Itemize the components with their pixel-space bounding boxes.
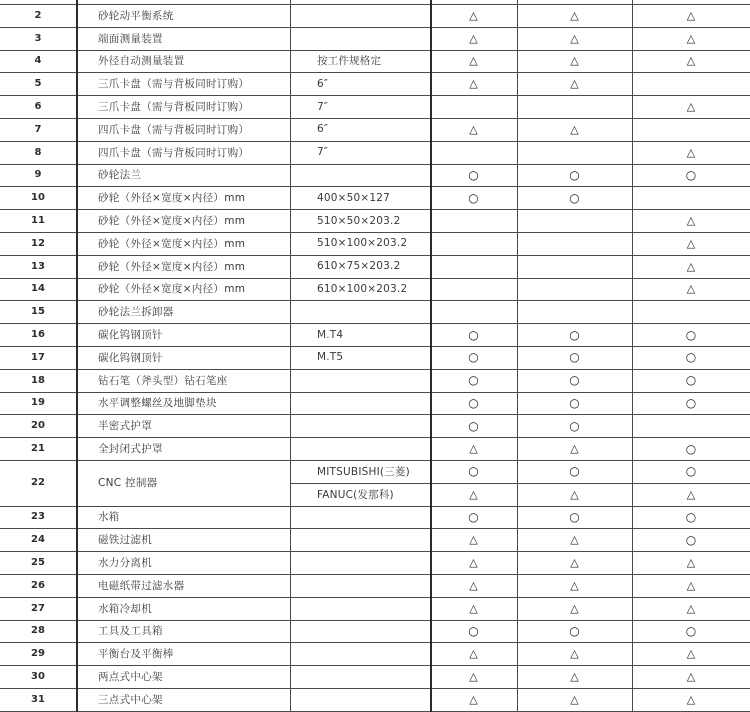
item-name: 四爪卡盘（需与背板同时订购）	[98, 123, 250, 136]
subrow-divider	[290, 483, 750, 484]
mark-model-b	[517, 95, 632, 118]
mark-model-c: ○	[685, 532, 697, 547]
row-divider	[0, 72, 750, 73]
mark-model-b: △	[570, 533, 579, 547]
mark-model-b: ○	[569, 350, 580, 365]
mark-model-c	[632, 186, 750, 209]
item-spec: 7″	[317, 100, 329, 113]
item-name: 全封闭式护罩	[98, 443, 163, 456]
item-name: 平衡台及平衡棒	[98, 648, 174, 661]
mark-model-a: △	[469, 77, 478, 91]
table-row	[0, 642, 750, 665]
item-number: 28	[31, 625, 45, 637]
mark-model-c: ○	[685, 350, 697, 365]
mark-model-a: ○	[468, 464, 479, 479]
item-name: 外径自动测量装置	[98, 55, 185, 68]
table-row	[0, 72, 750, 95]
mark-model-b: △	[570, 601, 579, 615]
mark-model-c: △	[686, 214, 696, 228]
item-spec	[290, 597, 430, 620]
table-row	[0, 414, 750, 437]
mark-model-a: ○	[468, 350, 479, 365]
mark-model-a: ○	[468, 373, 479, 388]
mark-model-a: △	[469, 692, 478, 706]
mark-model-a: ○	[468, 327, 479, 342]
mark-model-a: ○	[468, 509, 479, 524]
mark-model-a: △	[469, 31, 478, 45]
mark-model-a	[430, 95, 517, 118]
item-number: 23	[31, 511, 45, 523]
mark-model-a: △	[469, 487, 478, 501]
item-spec: 按工件规格定	[317, 55, 382, 68]
item-number: 25	[31, 557, 45, 569]
item-number: 6	[34, 101, 42, 113]
row-divider	[0, 232, 750, 233]
item-name: 砂轮（外径×宽度×内径）mm	[98, 192, 246, 205]
mark-model-b: △	[570, 122, 579, 136]
item-spec	[290, 414, 430, 437]
row-divider	[0, 300, 750, 301]
item-name: 三爪卡盘（需与背板同时订购）	[98, 78, 250, 91]
item-spec	[290, 369, 430, 392]
mark-model-c: △	[686, 8, 696, 22]
row-divider	[0, 278, 750, 279]
mark-model-a	[430, 232, 517, 255]
row-divider	[0, 620, 750, 621]
item-number: 2	[34, 9, 42, 21]
row-divider	[0, 141, 750, 142]
item-spec	[290, 392, 430, 415]
mark-model-c	[632, 414, 750, 437]
table-row	[0, 437, 750, 460]
mark-model-c: ○	[685, 395, 697, 410]
mark-model-c: △	[686, 31, 696, 45]
item-number: 7	[34, 123, 42, 135]
row-divider	[0, 414, 750, 415]
table-row	[0, 369, 750, 392]
mark-model-b: ○	[569, 464, 580, 479]
mark-model-b: △	[570, 670, 579, 684]
item-number: 17	[31, 351, 45, 363]
mark-model-c: △	[686, 259, 696, 273]
table-row	[0, 164, 750, 187]
mark-model-a: ○	[468, 395, 479, 410]
mark-model-b: △	[570, 692, 579, 706]
item-spec: 7″	[317, 146, 329, 159]
row-divider	[0, 574, 750, 575]
column-divider	[290, 0, 291, 712]
table-row	[0, 506, 750, 529]
mark-model-c: ○	[685, 441, 697, 456]
mark-model-c: △	[686, 282, 696, 296]
mark-model-b: △	[570, 8, 579, 22]
item-spec: 510×100×203.2	[317, 237, 408, 250]
mark-model-b	[517, 278, 632, 301]
item-spec: 400×50×127	[317, 191, 391, 204]
mark-model-c: △	[686, 145, 696, 159]
row-divider	[0, 323, 750, 324]
mark-model-b: △	[570, 77, 579, 91]
item-number: 24	[31, 534, 45, 546]
mark-model-a: △	[469, 533, 478, 547]
item-name: 两点式中心架	[98, 671, 163, 684]
item-name: CNC 控制器	[98, 477, 158, 490]
row-divider	[0, 392, 750, 393]
mark-model-a: △	[469, 122, 478, 136]
mark-model-b: ○	[569, 395, 580, 410]
mark-model-b: ○	[569, 190, 580, 205]
mark-model-c: △	[686, 647, 696, 661]
item-number: 22	[31, 477, 45, 489]
item-number: 5	[34, 78, 42, 90]
mark-model-c: ○	[685, 623, 697, 638]
item-number: 19	[31, 397, 45, 409]
item-name: 电磁纸带过滤水器	[98, 579, 185, 592]
item-name: 砂轮法兰	[98, 169, 142, 182]
table-row	[0, 232, 750, 255]
mark-model-b: △	[570, 578, 579, 592]
mark-model-b	[517, 209, 632, 232]
row-divider	[0, 551, 750, 552]
mark-model-b: △	[570, 54, 579, 68]
mark-model-b: △	[570, 556, 579, 570]
mark-model-c: △	[686, 556, 696, 570]
mark-model-c: ○	[685, 167, 697, 182]
item-spec: M.T4	[317, 328, 344, 341]
mark-model-b	[517, 232, 632, 255]
table-row	[0, 528, 750, 551]
column-divider	[76, 0, 78, 712]
item-number: 15	[31, 306, 45, 318]
table-row	[0, 323, 750, 346]
mark-model-c: △	[686, 601, 696, 615]
row-divider	[0, 209, 750, 210]
row-divider	[0, 4, 750, 5]
row-divider	[0, 688, 750, 689]
item-name: 砂轮（外径×宽度×内径）mm	[98, 260, 246, 273]
row-divider	[0, 118, 750, 119]
table-row	[0, 551, 750, 574]
mark-model-c: ○	[685, 509, 697, 524]
item-name: 砂轮法兰拆卸器	[98, 306, 174, 319]
mark-model-a	[430, 300, 517, 323]
table-row	[0, 665, 750, 688]
row-divider	[0, 597, 750, 598]
mark-model-a: △	[469, 578, 478, 592]
item-spec	[290, 27, 430, 50]
item-spec: 6″	[317, 77, 329, 90]
item-spec	[290, 574, 430, 597]
item-name: 砂轮（外径×宽度×内径）mm	[98, 283, 246, 296]
item-number: 18	[31, 374, 45, 386]
item-name: 水平调整螺丝及地脚垫块	[98, 397, 217, 410]
table-row	[0, 620, 750, 643]
mark-model-c: △	[686, 236, 696, 250]
item-name: 三爪卡盘（需与背板同时订购）	[98, 101, 250, 114]
mark-model-a: △	[469, 601, 478, 615]
table-row	[0, 50, 750, 73]
item-spec: 610×100×203.2	[317, 282, 408, 295]
mark-model-b: △	[570, 487, 579, 501]
item-name: 磁铁过滤机	[98, 534, 152, 547]
column-divider	[430, 0, 432, 712]
mark-model-a	[430, 209, 517, 232]
mark-model-b: ○	[569, 167, 580, 182]
table-row	[0, 255, 750, 278]
mark-model-a	[430, 141, 517, 164]
mark-model-c: △	[686, 578, 696, 592]
column-divider	[517, 0, 518, 712]
item-name: 水力分离机	[98, 557, 152, 570]
item-number: 14	[31, 283, 45, 295]
table-row	[0, 209, 750, 232]
row-divider	[0, 528, 750, 529]
table-row	[0, 392, 750, 415]
table-row	[0, 597, 750, 620]
item-spec	[290, 437, 430, 460]
table-row	[0, 118, 750, 141]
table-subrow	[0, 460, 750, 483]
table-row	[0, 4, 750, 27]
column-divider	[632, 0, 633, 712]
row-divider	[0, 95, 750, 96]
item-number: 13	[31, 260, 45, 272]
item-spec: FANUC(发那科)	[317, 488, 394, 501]
mark-model-b: ○	[569, 509, 580, 524]
mark-model-c: △	[686, 692, 696, 706]
row-divider	[0, 27, 750, 28]
table-row	[0, 574, 750, 597]
mark-model-b: △	[570, 647, 579, 661]
item-name: 钻石笔（斧头型）钻石笔座	[98, 374, 228, 387]
item-number: 3	[34, 32, 42, 44]
item-number: 31	[31, 693, 45, 705]
item-spec	[290, 688, 430, 711]
item-spec	[290, 506, 430, 529]
mark-model-a	[430, 278, 517, 301]
item-number: 16	[31, 329, 45, 341]
row-divider	[0, 460, 750, 461]
item-number: 11	[31, 215, 45, 227]
item-spec	[290, 300, 430, 323]
mark-model-a: △	[469, 8, 478, 22]
table-subrow	[0, 483, 750, 506]
item-spec: 510×50×203.2	[317, 214, 401, 227]
item-spec	[290, 164, 430, 187]
item-number: 9	[34, 169, 42, 181]
item-spec: 6″	[317, 123, 329, 136]
row-divider	[0, 346, 750, 347]
item-name: 砂轮（外径×宽度×内径）mm	[98, 237, 246, 250]
mark-model-c: ○	[685, 373, 697, 388]
row-divider	[0, 186, 750, 187]
row-divider	[0, 437, 750, 438]
mark-model-a: ○	[468, 623, 479, 638]
item-number: 20	[31, 420, 45, 432]
row-divider	[0, 665, 750, 666]
table-row	[0, 346, 750, 369]
mark-model-c	[632, 300, 750, 323]
item-spec: 610×75×203.2	[317, 260, 401, 273]
mark-model-b	[517, 141, 632, 164]
table-row	[0, 688, 750, 711]
item-number: 30	[31, 671, 45, 683]
mark-model-c: △	[686, 100, 696, 114]
mark-model-c	[632, 118, 750, 141]
mark-model-b: ○	[569, 418, 580, 433]
item-spec	[290, 665, 430, 688]
item-spec	[290, 528, 430, 551]
item-name: 工具及工具箱	[98, 625, 163, 638]
row-divider	[0, 255, 750, 256]
mark-model-c: ○	[685, 464, 697, 479]
mark-model-c: △	[686, 670, 696, 684]
mark-model-a: △	[469, 670, 478, 684]
mark-model-b: △	[570, 442, 579, 456]
item-name: 端面测量装置	[98, 32, 163, 45]
mark-model-c	[632, 72, 750, 95]
item-number: 4	[34, 55, 42, 67]
table-row	[0, 95, 750, 118]
row-divider	[0, 369, 750, 370]
item-number: 21	[31, 443, 45, 455]
mark-model-a: ○	[468, 418, 479, 433]
mark-model-b: ○	[569, 373, 580, 388]
item-name: 砂轮（外径×宽度×内径）mm	[98, 215, 246, 228]
mark-model-b: △	[570, 31, 579, 45]
item-name: 砂轮动平衡系统	[98, 9, 174, 22]
item-name: 碳化钨钢顶针	[98, 329, 163, 342]
item-spec	[290, 551, 430, 574]
table-row	[0, 300, 750, 323]
row-divider	[0, 50, 750, 51]
mark-model-c: ○	[685, 327, 697, 342]
mark-model-a: ○	[468, 167, 479, 182]
item-spec	[290, 620, 430, 643]
row-divider	[0, 164, 750, 165]
item-name: 水箱	[98, 511, 120, 524]
item-spec: MITSUBISHI(三菱)	[317, 465, 410, 478]
table-row	[0, 27, 750, 50]
table-row	[0, 278, 750, 301]
mark-model-b: ○	[569, 327, 580, 342]
mark-model-c: △	[686, 54, 696, 68]
row-divider	[0, 642, 750, 643]
item-spec: M.T5	[317, 351, 344, 364]
item-spec	[290, 642, 430, 665]
mark-model-a: △	[469, 556, 478, 570]
mark-model-c: △	[686, 487, 696, 501]
item-spec	[290, 4, 430, 27]
item-number: 26	[31, 579, 45, 591]
row-divider	[0, 506, 750, 507]
mark-model-a	[430, 255, 517, 278]
mark-model-a: △	[469, 54, 478, 68]
mark-model-b	[517, 255, 632, 278]
item-name: 三点式中心架	[98, 693, 163, 706]
item-number: 12	[31, 237, 45, 249]
mark-model-a: △	[469, 647, 478, 661]
item-number: 10	[31, 192, 45, 204]
item-name: 水箱冷却机	[98, 602, 152, 615]
mark-model-a: △	[469, 442, 478, 456]
mark-model-b	[517, 300, 632, 323]
item-number: 29	[31, 648, 45, 660]
item-name: 半密式护罩	[98, 420, 152, 433]
mark-model-a: ○	[468, 190, 479, 205]
item-name: 四爪卡盘（需与背板同时订购）	[98, 146, 250, 159]
item-name: 碳化钨钢顶针	[98, 351, 163, 364]
table-row	[0, 186, 750, 209]
item-number: 8	[34, 146, 42, 158]
item-number: 27	[31, 602, 45, 614]
table-row	[0, 141, 750, 164]
mark-model-b: ○	[569, 623, 580, 638]
